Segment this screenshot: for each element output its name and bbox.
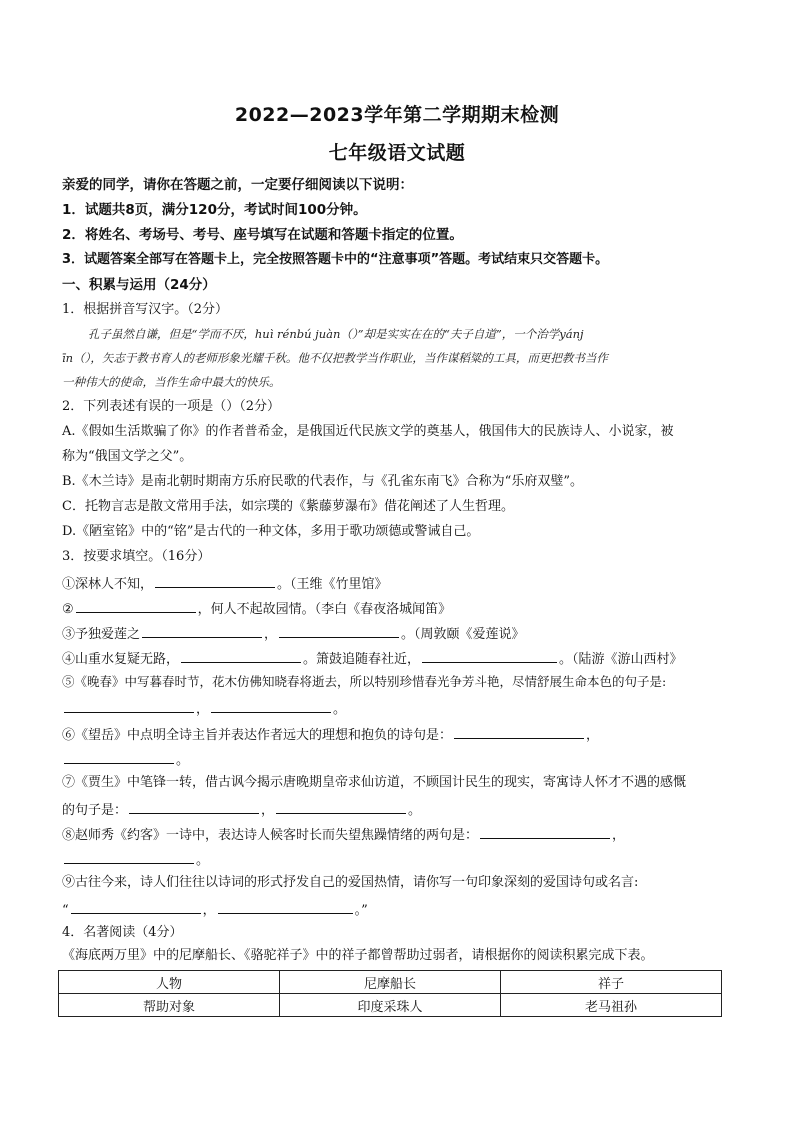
fill-line-9-blanks: “ ， 。” bbox=[62, 899, 732, 920]
instruction-item: 3．试题答案全部写在答题卡上，完全按照答题卡中的“注意事项”答题。考试结束只交答题卡。 bbox=[62, 252, 609, 267]
fill-line-6-blanks: 。 bbox=[62, 749, 732, 770]
fill-line-5-blanks: ， 。 bbox=[62, 698, 732, 719]
fill-line-9: ⑨古往今来，诗人们往往以诗词的形式抒发自己的爱国热情，请你写一句印象深刻的爱国诗句或名言: bbox=[62, 875, 639, 890]
fill-line-7: ⑦《贾生》中笔锋一转，借古讽今揭示唐晚期皇帝求仙访道，不顾国计民生的现实，寄寓诗人怀才不遇的感慨 bbox=[62, 775, 687, 790]
exam-title: 2022—2023学年第二学期期末检测 bbox=[234, 104, 560, 126]
table-cell: 印度采珠人 bbox=[280, 994, 501, 1017]
answer-blank[interactable] bbox=[218, 899, 353, 914]
fill-line-2: ② ，何人不起故园情。（李白《春夜洛城闻笛》 bbox=[62, 598, 732, 619]
fill-line-3: ③予独爱莲之 ， 。（周敦颐《爱莲说》 bbox=[62, 623, 732, 644]
question-2-option: C．托物言志是散文常用手法，如宗璞的《紫藤萝瀑布》借花阐述了人生哲理。 bbox=[62, 499, 514, 514]
answer-blank[interactable] bbox=[76, 598, 196, 613]
fill-line-4: ④山重水复疑无路， 。箫鼓追随春社近， 。（陆游《游山西村》 bbox=[62, 648, 732, 669]
answer-blank[interactable] bbox=[64, 698, 194, 713]
answer-blank[interactable] bbox=[454, 724, 584, 739]
section-title: 一、积累与运用（24分） bbox=[62, 277, 216, 293]
exam-subtitle: 七年级语文试题 bbox=[328, 142, 466, 164]
table-row bbox=[59, 994, 722, 1017]
table-header-row bbox=[59, 971, 722, 994]
question-4-prompt: 4．名著阅读（4分） bbox=[62, 925, 183, 940]
question-2-prompt: 2．下列表述有误的一项是（）（2分） bbox=[62, 399, 281, 414]
reading-table bbox=[58, 970, 722, 1017]
fill-line-7-blanks: 的句子是： ， 。 bbox=[62, 799, 732, 820]
answer-blank[interactable] bbox=[422, 648, 557, 663]
table-header-cell: 人物 bbox=[59, 971, 280, 994]
fill-line-8: ⑧赵师秀《约客》一诗中，表达诗人候客时长而失望焦躁情绪的两句是： ， bbox=[62, 824, 732, 845]
answer-blank[interactable] bbox=[181, 648, 301, 663]
answer-blank[interactable] bbox=[142, 623, 262, 638]
answer-blank[interactable] bbox=[71, 899, 201, 914]
table-cell: 老马祖孙 bbox=[501, 994, 722, 1017]
question-2-option: B.《木兰诗》是南北朝时期南方乐府民歌的代表作，与《孔雀东南飞》合称为“乐府双璧”。 bbox=[62, 474, 583, 489]
instructions-intro: 亲爱的同学，请你在答题之前，一定要仔细阅读以下说明： bbox=[62, 177, 413, 193]
answer-blank[interactable] bbox=[129, 799, 259, 814]
question-1-passage-line: 一种伟大的使命，当作生命中最大的快乐。 bbox=[62, 375, 281, 389]
answer-blank[interactable] bbox=[64, 849, 194, 864]
instruction-item: 2．将姓名、考场号、考号、座号填写在试题和答题卡指定的位置。 bbox=[62, 227, 463, 243]
question-3-prompt: 3．按要求填空。（16分） bbox=[62, 549, 211, 564]
answer-blank[interactable] bbox=[211, 698, 331, 713]
question-2-option: D.《陋室铭》中的“铭”是古代的一种文体，多用于歌功颂德或警诫自己。 bbox=[62, 524, 480, 539]
table-header-cell: 祥子 bbox=[501, 971, 722, 994]
question-1-passage-line: īn（），矢志于教书育人的老师形象光耀千秋。他不仅把教学当作职业，当作谋稻粱的工具，而更把教书当作 bbox=[62, 351, 608, 365]
table-header-cell: 尼摩船长 bbox=[280, 971, 501, 994]
instruction-item: 1．试题共8页，满分120分，考试时间100分钟。 bbox=[62, 202, 367, 218]
question-1-prompt: 1．根据拼音写汉字。（2分） bbox=[62, 302, 229, 317]
question-2-option: 称为“俄国文学之父”。 bbox=[62, 449, 193, 464]
fill-line-1: ①深林人不知， 。（王维《竹里馆》 bbox=[62, 573, 732, 594]
table-cell: 帮助对象 bbox=[59, 994, 280, 1017]
question-2-option: A.《假如生活欺骗了你》的作者普希金，是俄国近代民族文学的奠基人，俄国伟大的民族诗人、小说家，被 bbox=[62, 424, 674, 439]
question-4-description: 《海底两万里》中的尼摩船长、《骆驼祥子》中的祥子都曾帮助过弱者，请根据你的阅读积累完成下表。 bbox=[62, 948, 654, 963]
answer-blank[interactable] bbox=[279, 623, 399, 638]
answer-blank[interactable] bbox=[64, 749, 174, 764]
fill-line-8-blanks: 。 bbox=[62, 849, 732, 870]
question-1-passage-line: 孔子虽然自谦，但是“学而不厌，huì rénbú juàn（）”却是实实在在的“夫子自道”，一个治学yánj bbox=[88, 327, 584, 341]
answer-blank[interactable] bbox=[480, 824, 610, 839]
fill-line-6: ⑥《望岳》中点明全诗主旨并表达作者远大的理想和抱负的诗句是： ， bbox=[62, 724, 732, 745]
answer-blank[interactable] bbox=[155, 573, 275, 588]
fill-line-5: ⑤《晚春》中写暮春时节，花木仿佛知晓春将逝去，所以特别珍惜春光争芳斗艳，尽情舒展生命本色的句子是: bbox=[62, 674, 667, 689]
answer-blank[interactable] bbox=[276, 799, 406, 814]
